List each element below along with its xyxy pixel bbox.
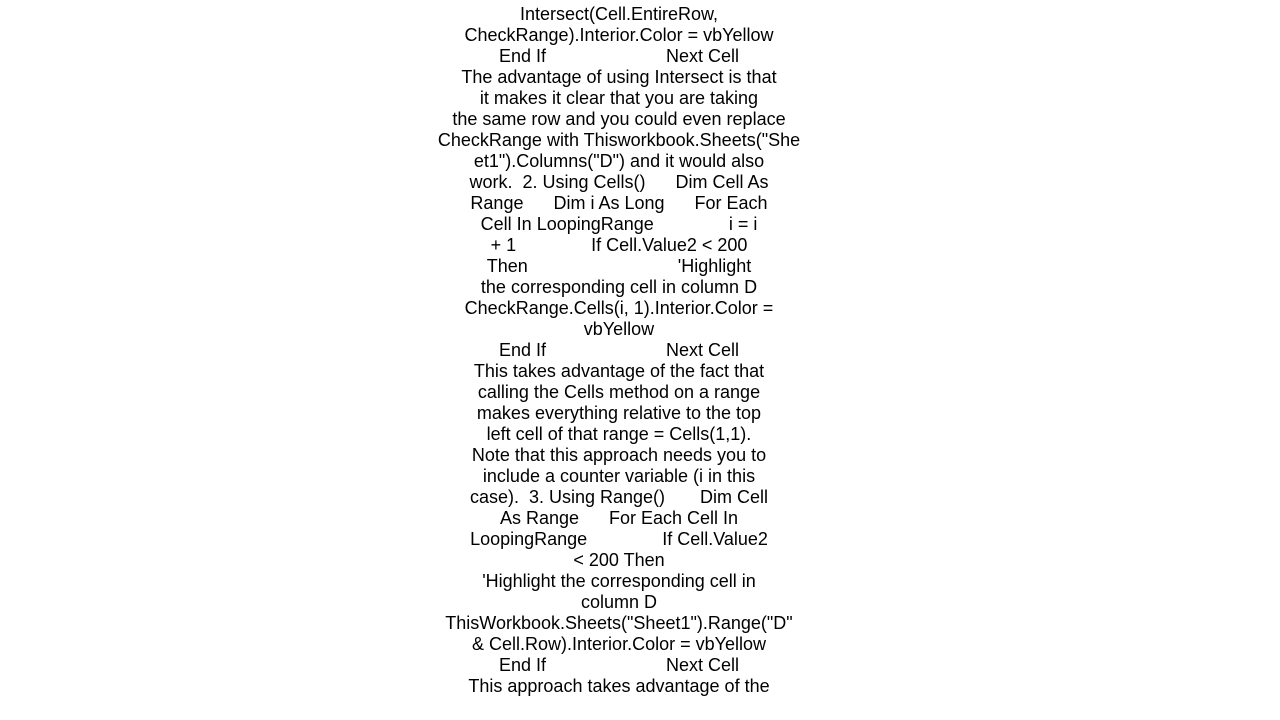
text-line: < 200 Then <box>573 550 665 570</box>
text-line: vbYellow <box>583 319 655 339</box>
text-line: the same row and you could even replace <box>452 109 786 129</box>
text-line: et1").Columns("D") and it would also <box>473 151 765 171</box>
text-line: it makes it clear that you are taking <box>479 88 759 108</box>
text-line: This takes advantage of the fact that <box>473 361 765 381</box>
text-line: calling the Cells method on a range <box>477 382 761 402</box>
text-line: work. 2. Using Cells() Dim Cell As <box>469 172 769 192</box>
text-line: the corresponding cell in column D <box>480 277 758 297</box>
text-line: LoopingRange If Cell.Value2 <box>470 529 768 549</box>
text-line: This approach takes advantage of the <box>468 676 770 696</box>
text-line: Intersect(Cell.EntireRow, <box>519 4 719 24</box>
text-line: case). 3. Using Range() Dim Cell <box>469 487 769 507</box>
text-line: & Cell.Row).Interior.Color = vbYellow <box>472 634 766 654</box>
text-line: End If Next Cell <box>498 655 740 675</box>
text-line: As Range For Each Cell In <box>499 508 739 528</box>
text-line: Then 'Highlight <box>486 256 752 276</box>
text-line: End If Next Cell <box>498 340 740 360</box>
text-line: CheckRange.Cells(i, 1).Interior.Color = <box>464 298 774 318</box>
text-line: CheckRange with Thisworkbook.Sheets("She <box>437 130 801 150</box>
document-text <box>420 4 818 697</box>
text-line: left cell of that range = Cells(1,1). <box>486 424 752 444</box>
text-line: include a counter variable (i in this <box>482 466 756 486</box>
text-line: 'Highlight the corresponding cell in <box>482 571 756 591</box>
text-line: Note that this approach needs you to <box>471 445 767 465</box>
text-line: Range Dim i As Long For Each <box>470 193 768 213</box>
text-line: + 1 If Cell.Value2 < 200 <box>490 235 748 255</box>
text-line: ThisWorkbook.Sheets("Sheet1").Range("D" <box>445 613 793 633</box>
text-line: End If Next Cell <box>498 46 740 66</box>
text-line: The advantage of using Intersect is that <box>461 67 777 87</box>
text-line: CheckRange).Interior.Color = vbYellow <box>464 25 774 45</box>
text-line: makes everything relative to the top <box>476 403 762 423</box>
text-line: column D <box>580 592 658 612</box>
text-line: Cell In LoopingRange i = i <box>480 214 758 234</box>
